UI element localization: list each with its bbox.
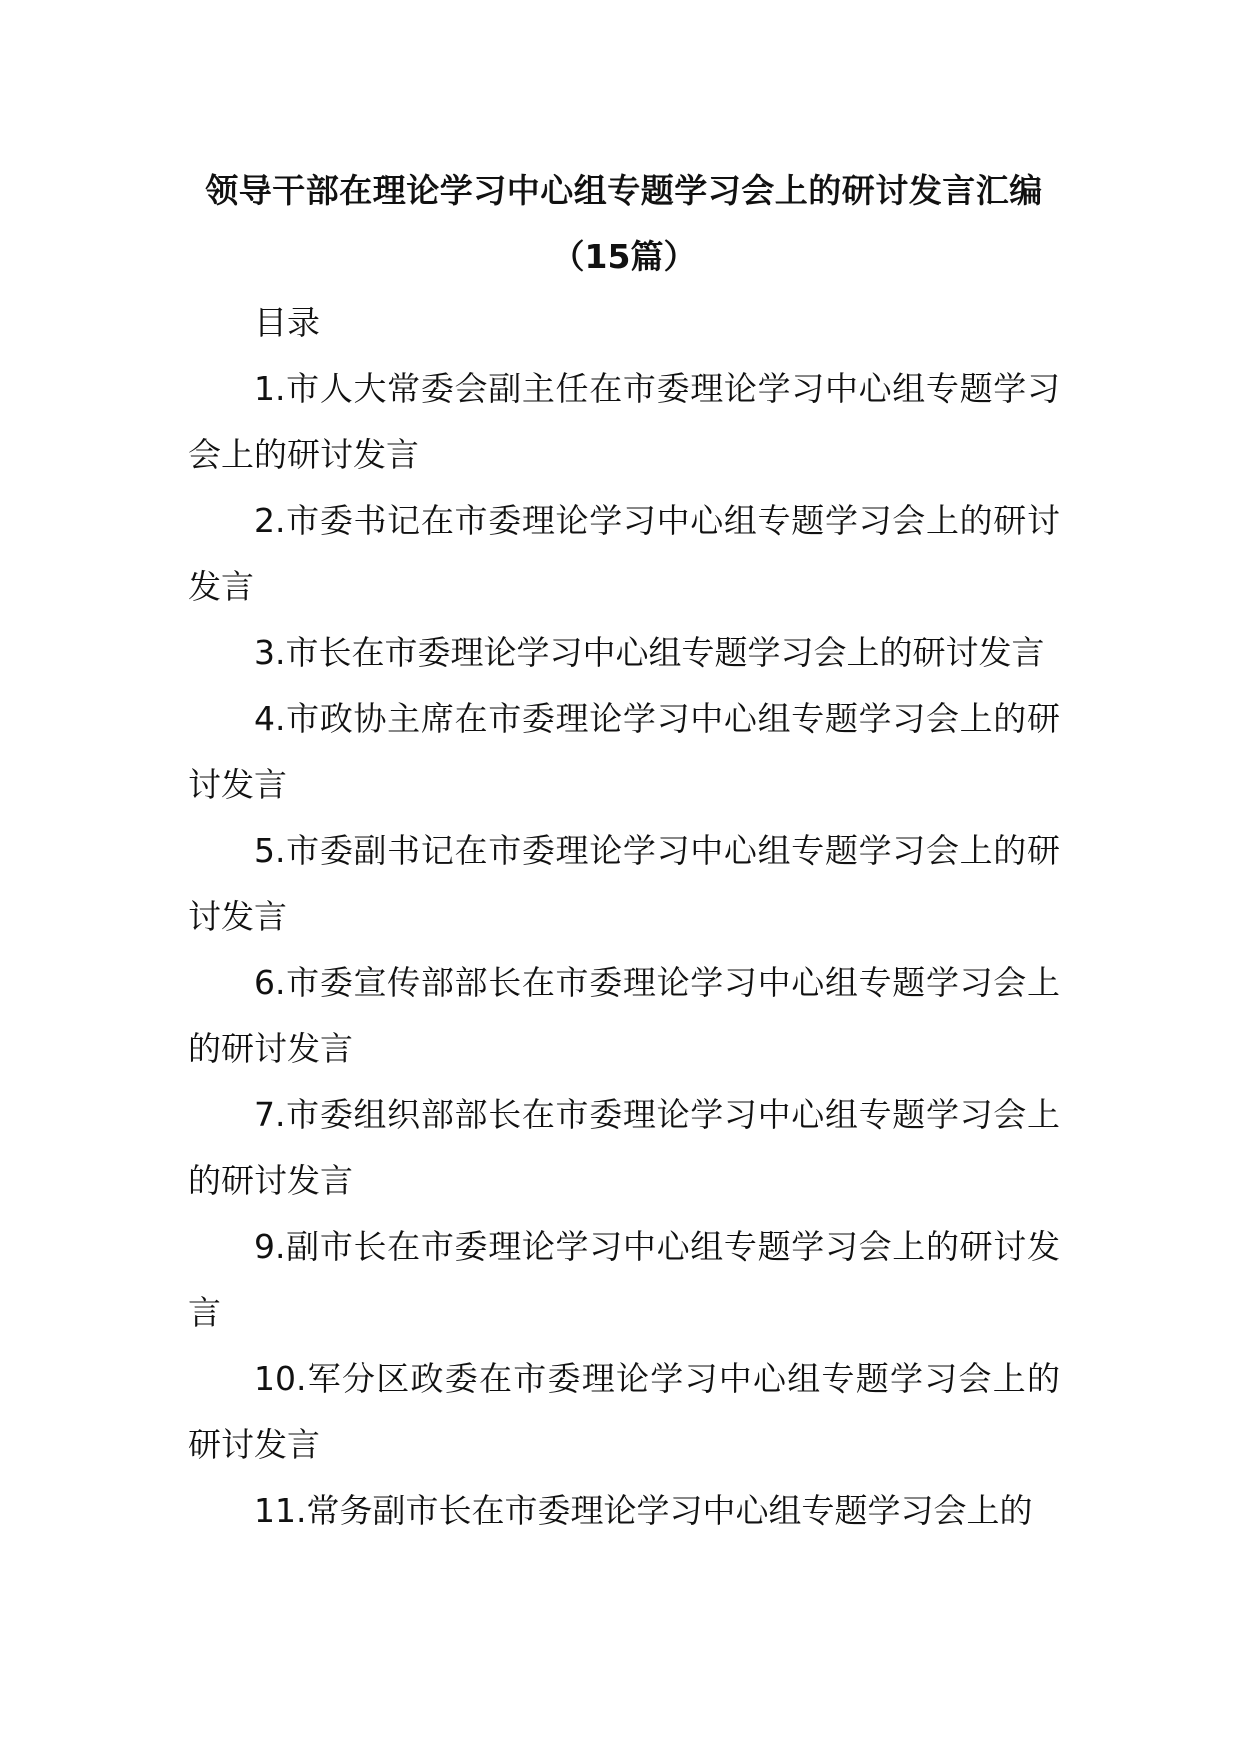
- toc-heading: 目录: [254, 303, 320, 342]
- toc-item-7: 7.市委组织部部长在市委理论学习中心组专题学习会上的研讨发言: [188, 1095, 1060, 1200]
- document-subtitle: （15篇）: [551, 237, 697, 276]
- toc-item-6: 6.市委宣传部部长在市委理论学习中心组专题学习会上的研讨发言: [188, 963, 1060, 1068]
- toc-item-9: 9.副市长在市委理论学习中心组专题学习会上的研讨发言: [188, 1227, 1060, 1332]
- document-body: [188, 158, 1060, 1544]
- toc-item-3: 3.市长在市委理论学习中心组专题学习会上的研讨发言: [254, 633, 1045, 672]
- document-title: 领导干部在理论学习中心组专题学习会上的研讨发言汇编: [205, 171, 1043, 210]
- toc-item-5: 5.市委副书记在市委理论学习中心组专题学习会上的研讨发言: [188, 831, 1060, 936]
- toc-item-2: 2.市委书记在市委理论学习中心组专题学习会上的研讨发言: [188, 501, 1060, 606]
- toc-item-1: 1.市人大常委会副主任在市委理论学习中心组专题学习会上的研讨发言: [188, 369, 1060, 474]
- toc-item-10: 10.军分区政委在市委理论学习中心组专题学习会上的研讨发言: [188, 1359, 1060, 1464]
- toc-item-11: 11.常务副市长在市委理论学习中心组专题学习会上的: [254, 1491, 1033, 1530]
- toc-item-4: 4.市政协主席在市委理论学习中心组专题学习会上的研讨发言: [188, 699, 1060, 804]
